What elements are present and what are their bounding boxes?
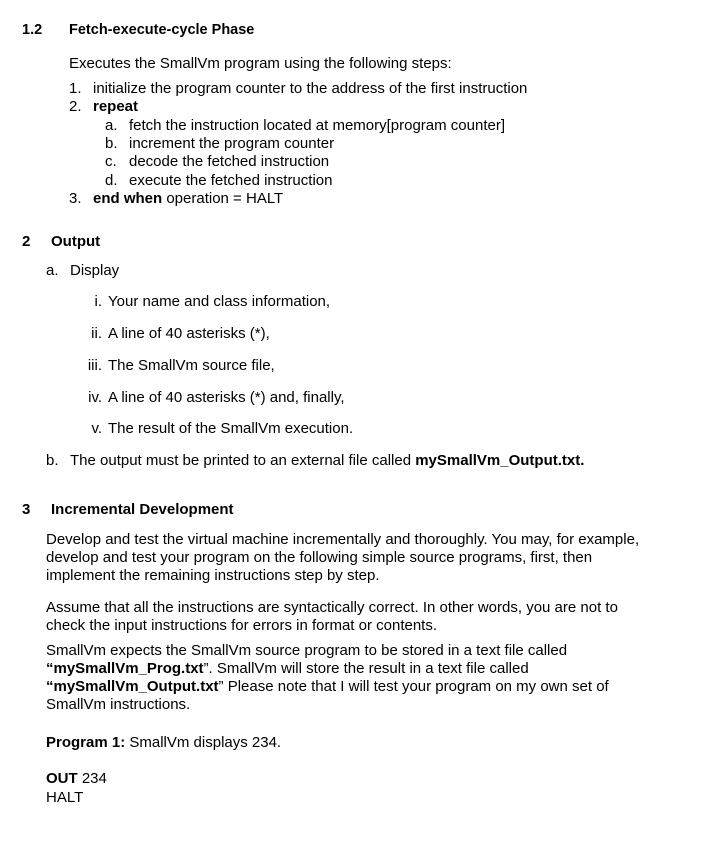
- substep-text: fetch the instruction located at memory[program counter]: [129, 117, 506, 134]
- text-line: implement the remaining instructions step by step.: [46, 567, 380, 584]
- substep-marker: d.: [105, 172, 118, 189]
- display-marker-ii: ii.: [91, 325, 102, 342]
- section-3-paragraph-1: [46, 531, 686, 585]
- display-text-iv: A line of 40 asterisks (*) and, finally,: [108, 389, 345, 406]
- output-item-a: [46, 262, 119, 279]
- output-filename: “mySmallVm_Output.txt: [46, 678, 219, 695]
- output-item-b: [46, 452, 584, 469]
- section-1-2-title: Fetch-execute-cycle Phase: [69, 22, 255, 38]
- step-marker: 1.: [69, 80, 82, 97]
- text-line: Assume that all the instructions are syntactically correct. In other words, you are not to: [46, 599, 618, 616]
- code-line-out: [46, 770, 107, 787]
- section-3-title: Incremental Development: [51, 501, 234, 518]
- substep-text: increment the program counter: [129, 135, 335, 152]
- display-marker-v: v.: [91, 420, 102, 437]
- program-1-heading: [46, 734, 281, 751]
- code-line-halt: HALT: [46, 789, 84, 806]
- substep-a: [105, 117, 505, 134]
- step-1: [69, 80, 527, 97]
- substep-marker: b.: [105, 135, 118, 152]
- text-line: Develop and test the virtual machine incrementally and thoroughly. You may, for example,: [46, 531, 640, 548]
- text-line: [46, 660, 686, 678]
- output-filename: mySmallVm_Output.txt.: [415, 452, 585, 469]
- substep-marker: c.: [105, 153, 117, 170]
- text-line: [46, 678, 686, 696]
- item-text: Display: [70, 262, 120, 279]
- section-2-number: 2: [22, 233, 31, 250]
- section-3-paragraph-2: [46, 599, 686, 635]
- substep-marker: a.: [105, 117, 118, 134]
- step-marker: 2.: [69, 98, 82, 115]
- prog-filename: “mySmallVm_Prog.txt: [46, 660, 204, 677]
- section-1-2-intro: Executes the SmallVm program using the following steps:: [69, 55, 452, 72]
- text-span: ”. SmallVm will store the result in a text file called: [203, 660, 529, 677]
- code-argument: 234: [77, 770, 107, 787]
- item-text: The output must be printed to an external file called: [70, 452, 416, 469]
- step-marker: 3.: [69, 190, 82, 207]
- text-line: SmallVm expects the SmallVm source program to be stored in a text file called: [46, 642, 568, 659]
- display-marker-iv: iv.: [88, 389, 102, 406]
- step-bold-text: end when: [93, 190, 163, 207]
- substep-c: [105, 153, 329, 170]
- section-2-title: Output: [51, 233, 101, 250]
- item-marker: a.: [46, 262, 59, 279]
- code-opcode: OUT: [46, 770, 78, 787]
- section-3-paragraph-3: [46, 642, 686, 714]
- substep-d: [105, 172, 332, 189]
- display-text-i: Your name and class information,: [108, 293, 331, 310]
- section-3-number: 3: [22, 501, 31, 518]
- substep-text: execute the fetched instruction: [129, 172, 333, 189]
- text-line: develop and test your program on the following simple source programs, first, then: [46, 549, 593, 566]
- step-2: [69, 98, 138, 115]
- step-3: [69, 190, 283, 207]
- display-text-iii: The SmallVm source file,: [108, 357, 275, 374]
- program-label: Program 1:: [46, 734, 126, 751]
- display-text-ii: A line of 40 asterisks (*),: [108, 325, 270, 342]
- section-1-2-number: 1.2: [22, 22, 43, 38]
- step-text: repeat: [93, 98, 139, 115]
- text-span: ” Please note that I will test your program on my own set of: [218, 678, 609, 695]
- text-line: check the input instructions for errors in format or contents.: [46, 617, 438, 634]
- step-text: operation = HALT: [162, 190, 284, 207]
- text-line: SmallVm instructions.: [46, 696, 191, 713]
- program-description: SmallVm displays 234.: [125, 734, 282, 751]
- substep-text: decode the fetched instruction: [129, 153, 330, 170]
- display-marker-iii: iii.: [87, 357, 102, 374]
- display-text-v: The result of the SmallVm execution.: [108, 420, 354, 437]
- substep-b: [105, 135, 334, 152]
- item-marker: b.: [46, 452, 59, 469]
- step-text: initialize the program counter to the address of the first instruction: [93, 80, 528, 97]
- display-marker-i: i.: [94, 293, 102, 310]
